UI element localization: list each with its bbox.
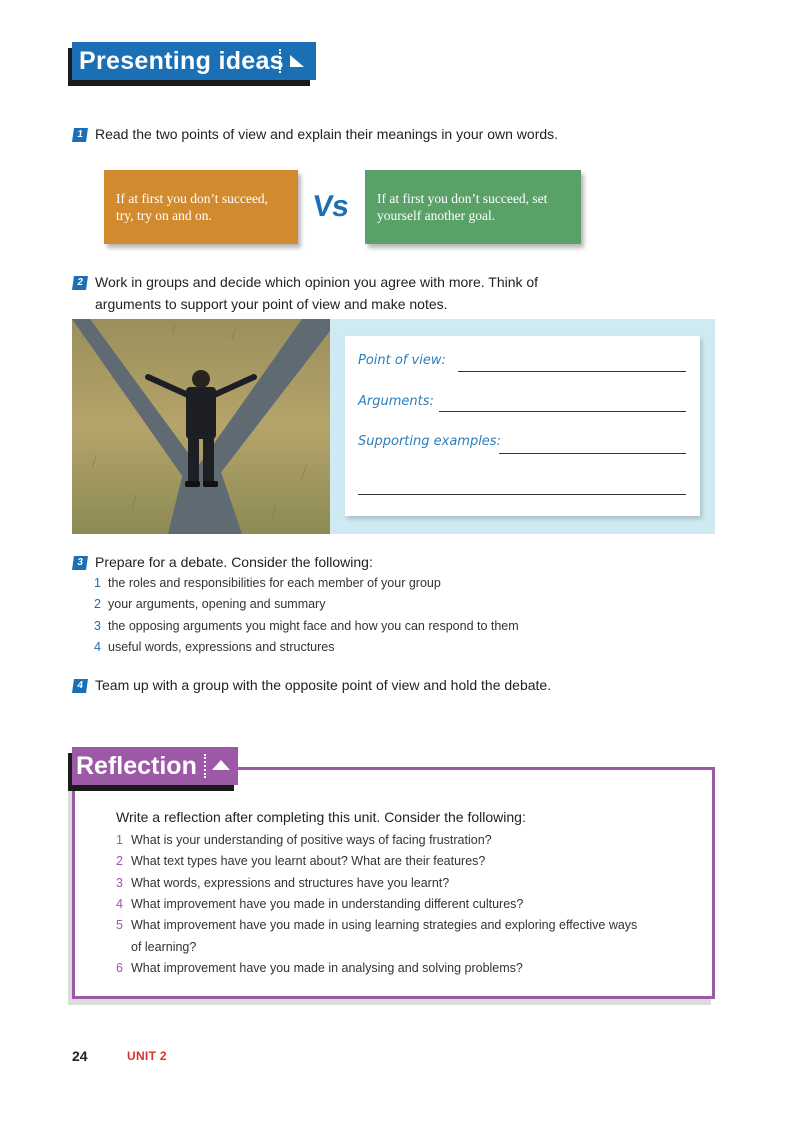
question-2-line-2: arguments to support your point of view and make notes. bbox=[95, 296, 448, 312]
quote-left-line-1: If at first you don’t succeed, bbox=[116, 191, 268, 206]
reflection-item-text: What is your understanding of positive ways of facing frustration? bbox=[131, 833, 492, 847]
corner-triangle-icon bbox=[289, 54, 305, 68]
section-header-presenting-ideas bbox=[68, 42, 316, 86]
question-1-text: Read the two points of view and explain their meanings in your own words. bbox=[95, 126, 559, 142]
debate-item-text: the roles and responsibilities for each member of your group bbox=[108, 576, 441, 590]
reflection-title: Reflection bbox=[76, 752, 197, 780]
reflection-item-number: 1 bbox=[116, 833, 123, 847]
point-of-view-line[interactable] bbox=[458, 371, 686, 372]
header-separator bbox=[279, 49, 281, 73]
quote-left-line-2: try, try on and on. bbox=[116, 208, 212, 223]
reflection-header-separator bbox=[204, 754, 206, 778]
debate-item-number: 4 bbox=[94, 640, 101, 654]
crossroads-illustration bbox=[72, 319, 330, 534]
reflection-item-text: What words, expressions and structures have you learnt? bbox=[131, 876, 450, 890]
supporting-examples-label: Supporting examples: bbox=[358, 434, 501, 449]
reflection-item-text-line-2: of learning? bbox=[131, 940, 197, 954]
crossroads-photo bbox=[72, 319, 330, 534]
reflection-item-text: What text types have you learnt about? What are their features? bbox=[131, 854, 486, 868]
question-4-text: Team up with a group with the opposite point of view and hold the debate. bbox=[95, 677, 552, 693]
arguments-line[interactable] bbox=[439, 411, 686, 412]
reflection-item-number: 3 bbox=[116, 876, 123, 890]
question-2-line-1: Work in groups and decide which opinion you agree with more. Think of bbox=[95, 274, 539, 290]
quote-right-line-2: yourself another goal. bbox=[377, 208, 496, 223]
debate-item-number: 2 bbox=[94, 597, 101, 611]
arguments-label: Arguments: bbox=[358, 394, 434, 409]
reflection-item-number: 4 bbox=[116, 897, 123, 911]
quote-right-line-1: If at first you don’t succeed, set bbox=[377, 191, 548, 206]
question-3-text: Prepare for a debate. Consider the following: bbox=[95, 554, 373, 570]
supporting-examples-line[interactable] bbox=[499, 453, 686, 454]
reflection-item-number: 5 bbox=[116, 918, 123, 932]
reflection-item-text-line-1: What improvement have you made in using learning strategies and exploring effective ways bbox=[131, 918, 638, 932]
debate-item-text: your arguments, opening and summary bbox=[108, 597, 326, 611]
point-of-view-label: Point of view: bbox=[358, 353, 446, 368]
extra-notes-line[interactable] bbox=[358, 494, 686, 495]
question-number-2: 2 bbox=[72, 276, 88, 290]
triangle-up-icon bbox=[212, 760, 230, 770]
reflection-item-number: 2 bbox=[116, 854, 123, 868]
debate-item-number: 1 bbox=[94, 576, 101, 590]
reflection-item-text: What improvement have you made in analysing and solving problems? bbox=[131, 961, 523, 975]
unit-label: UNIT 2 bbox=[127, 1049, 167, 1063]
reflection-item-text: What improvement have you made in understanding different cultures? bbox=[131, 897, 524, 911]
quote-box-left bbox=[104, 170, 298, 244]
debate-item-text: useful words, expressions and structures bbox=[108, 640, 335, 654]
notes-card bbox=[345, 336, 700, 516]
reflection-lead: Write a reflection after completing this unit. Consider the following: bbox=[116, 809, 526, 825]
question-number-3: 3 bbox=[72, 556, 88, 570]
question-number-4: 4 bbox=[72, 679, 88, 693]
debate-item-number: 3 bbox=[94, 619, 101, 633]
section-title: Presenting ideas bbox=[79, 47, 284, 75]
versus-label: Vs bbox=[311, 190, 350, 223]
question-number-1: 1 bbox=[72, 128, 88, 142]
section-header-reflection bbox=[68, 747, 240, 791]
quote-box-right bbox=[365, 170, 581, 244]
reflection-item-number: 6 bbox=[116, 961, 123, 975]
page-number: 24 bbox=[72, 1048, 88, 1064]
debate-item-text: the opposing arguments you might face and how you can respond to them bbox=[108, 619, 519, 633]
notes-panel bbox=[330, 319, 715, 534]
